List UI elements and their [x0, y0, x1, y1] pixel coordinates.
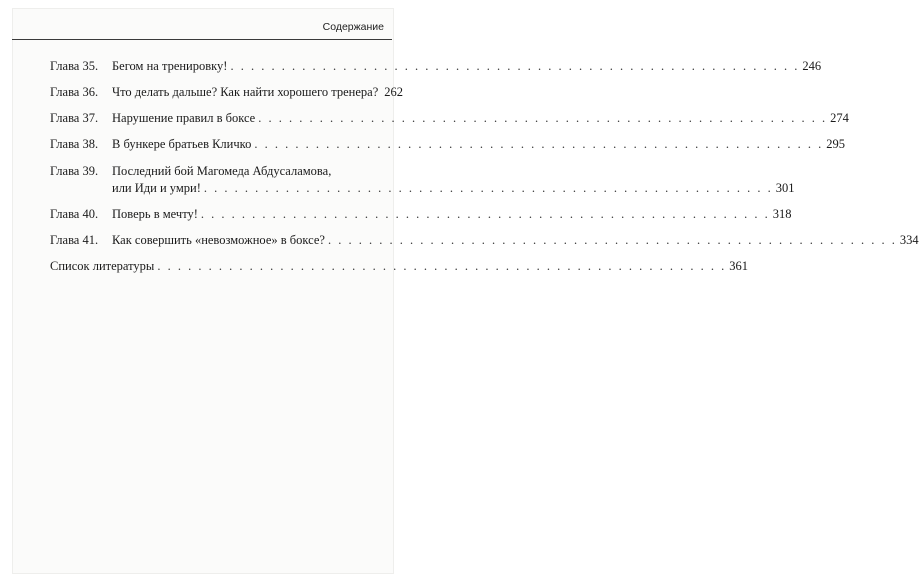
page-number: 334: [899, 233, 919, 247]
dot-leader: . . . . . . . . . . . . . . . . . . . . . . . . . . . . . . . . . . . . . . . . . . . . . . . . . . . . . . . .: [254, 137, 824, 151]
header-rule: [12, 39, 392, 40]
table-of-contents: [50, 58, 919, 275]
chapter-title: В бункере братьев Кличко: [112, 137, 252, 151]
toc-entry[interactable]: [50, 110, 849, 127]
page-number: 301: [775, 181, 795, 195]
dot-leader: . . . . . . . . . . . . . . . . . . . . . . . . . . . . . . . . . . . . . . . . . . . . . . . . . . . . . . . .: [230, 59, 800, 73]
chapter-title: Что делать дальше? Как найти хорошего тренера?: [112, 85, 379, 99]
toc-entry[interactable]: [50, 163, 795, 197]
dot-leader: . . . . . . . . . . . . . . . . . . . . . . . . . . . . . . . . . . . . . . . . . . . . . . . . . . . . . . . .: [327, 233, 897, 247]
bibliography-title: Список литературы: [50, 259, 155, 273]
chapter-number: Глава 36.: [50, 85, 99, 99]
toc-entry[interactable]: [50, 136, 845, 153]
toc-entry[interactable]: [50, 206, 792, 223]
dot-leader: . . . . . . . . . . . . . . . . . . . . . . . . . . . . . . . . . . . . . . . . . . . . . . . . . . . . . . . .: [157, 259, 727, 273]
page-number: 262: [384, 85, 404, 99]
chapter-title-continuation: или Иди и умри!: [112, 181, 201, 195]
dot-leader: . . . . . . . . . . . . . . . . . . . . . . . . . . . . . . . . . . . . . . . . . . . . . . . . . . . . . . . .: [200, 207, 770, 221]
chapter-number: Глава 35.: [50, 59, 99, 73]
chapter-title: Как совершить «невозможное» в боксе?: [112, 233, 325, 247]
chapter-title: Поверь в мечту!: [112, 207, 198, 221]
running-head: Содержание: [322, 21, 384, 33]
chapter-number: Глава 38.: [50, 137, 99, 151]
dot-leader: . . . . . . . . . . . . . . . . . . . . . . . . . . . . . . . . . . . . . . . . . . . . . . . . . . . . . . . .: [258, 111, 828, 125]
page-number: 246: [802, 59, 822, 73]
dot-leader: . . . . . . . . . . . . . . . . . . . . . . . . . . . . . . . . . . . . . . . . . . . . . . . . . . . . . . . .: [203, 181, 773, 195]
chapter-number: Глава 40.: [50, 207, 99, 221]
chapter-number: Глава 39.: [50, 164, 99, 178]
book-page: [12, 8, 919, 574]
chapter-number: Глава 41.: [50, 233, 99, 247]
page-number: 295: [826, 137, 845, 151]
chapter-title: Нарушение правил в боксе: [112, 111, 256, 125]
toc-entry-bibliography[interactable]: [50, 258, 748, 275]
page-number: 361: [729, 259, 748, 273]
chapter-title: Бегом на тренировку!: [112, 59, 228, 73]
chapter-number: Глава 37.: [50, 111, 99, 125]
toc-entry[interactable]: [50, 232, 919, 249]
toc-entry[interactable]: [50, 84, 404, 101]
chapter-title: Последний бой Магомеда Абдусаламова,: [112, 164, 332, 178]
page-number: 318: [772, 207, 792, 221]
toc-entry[interactable]: [50, 58, 822, 75]
page-number: 274: [830, 111, 849, 125]
